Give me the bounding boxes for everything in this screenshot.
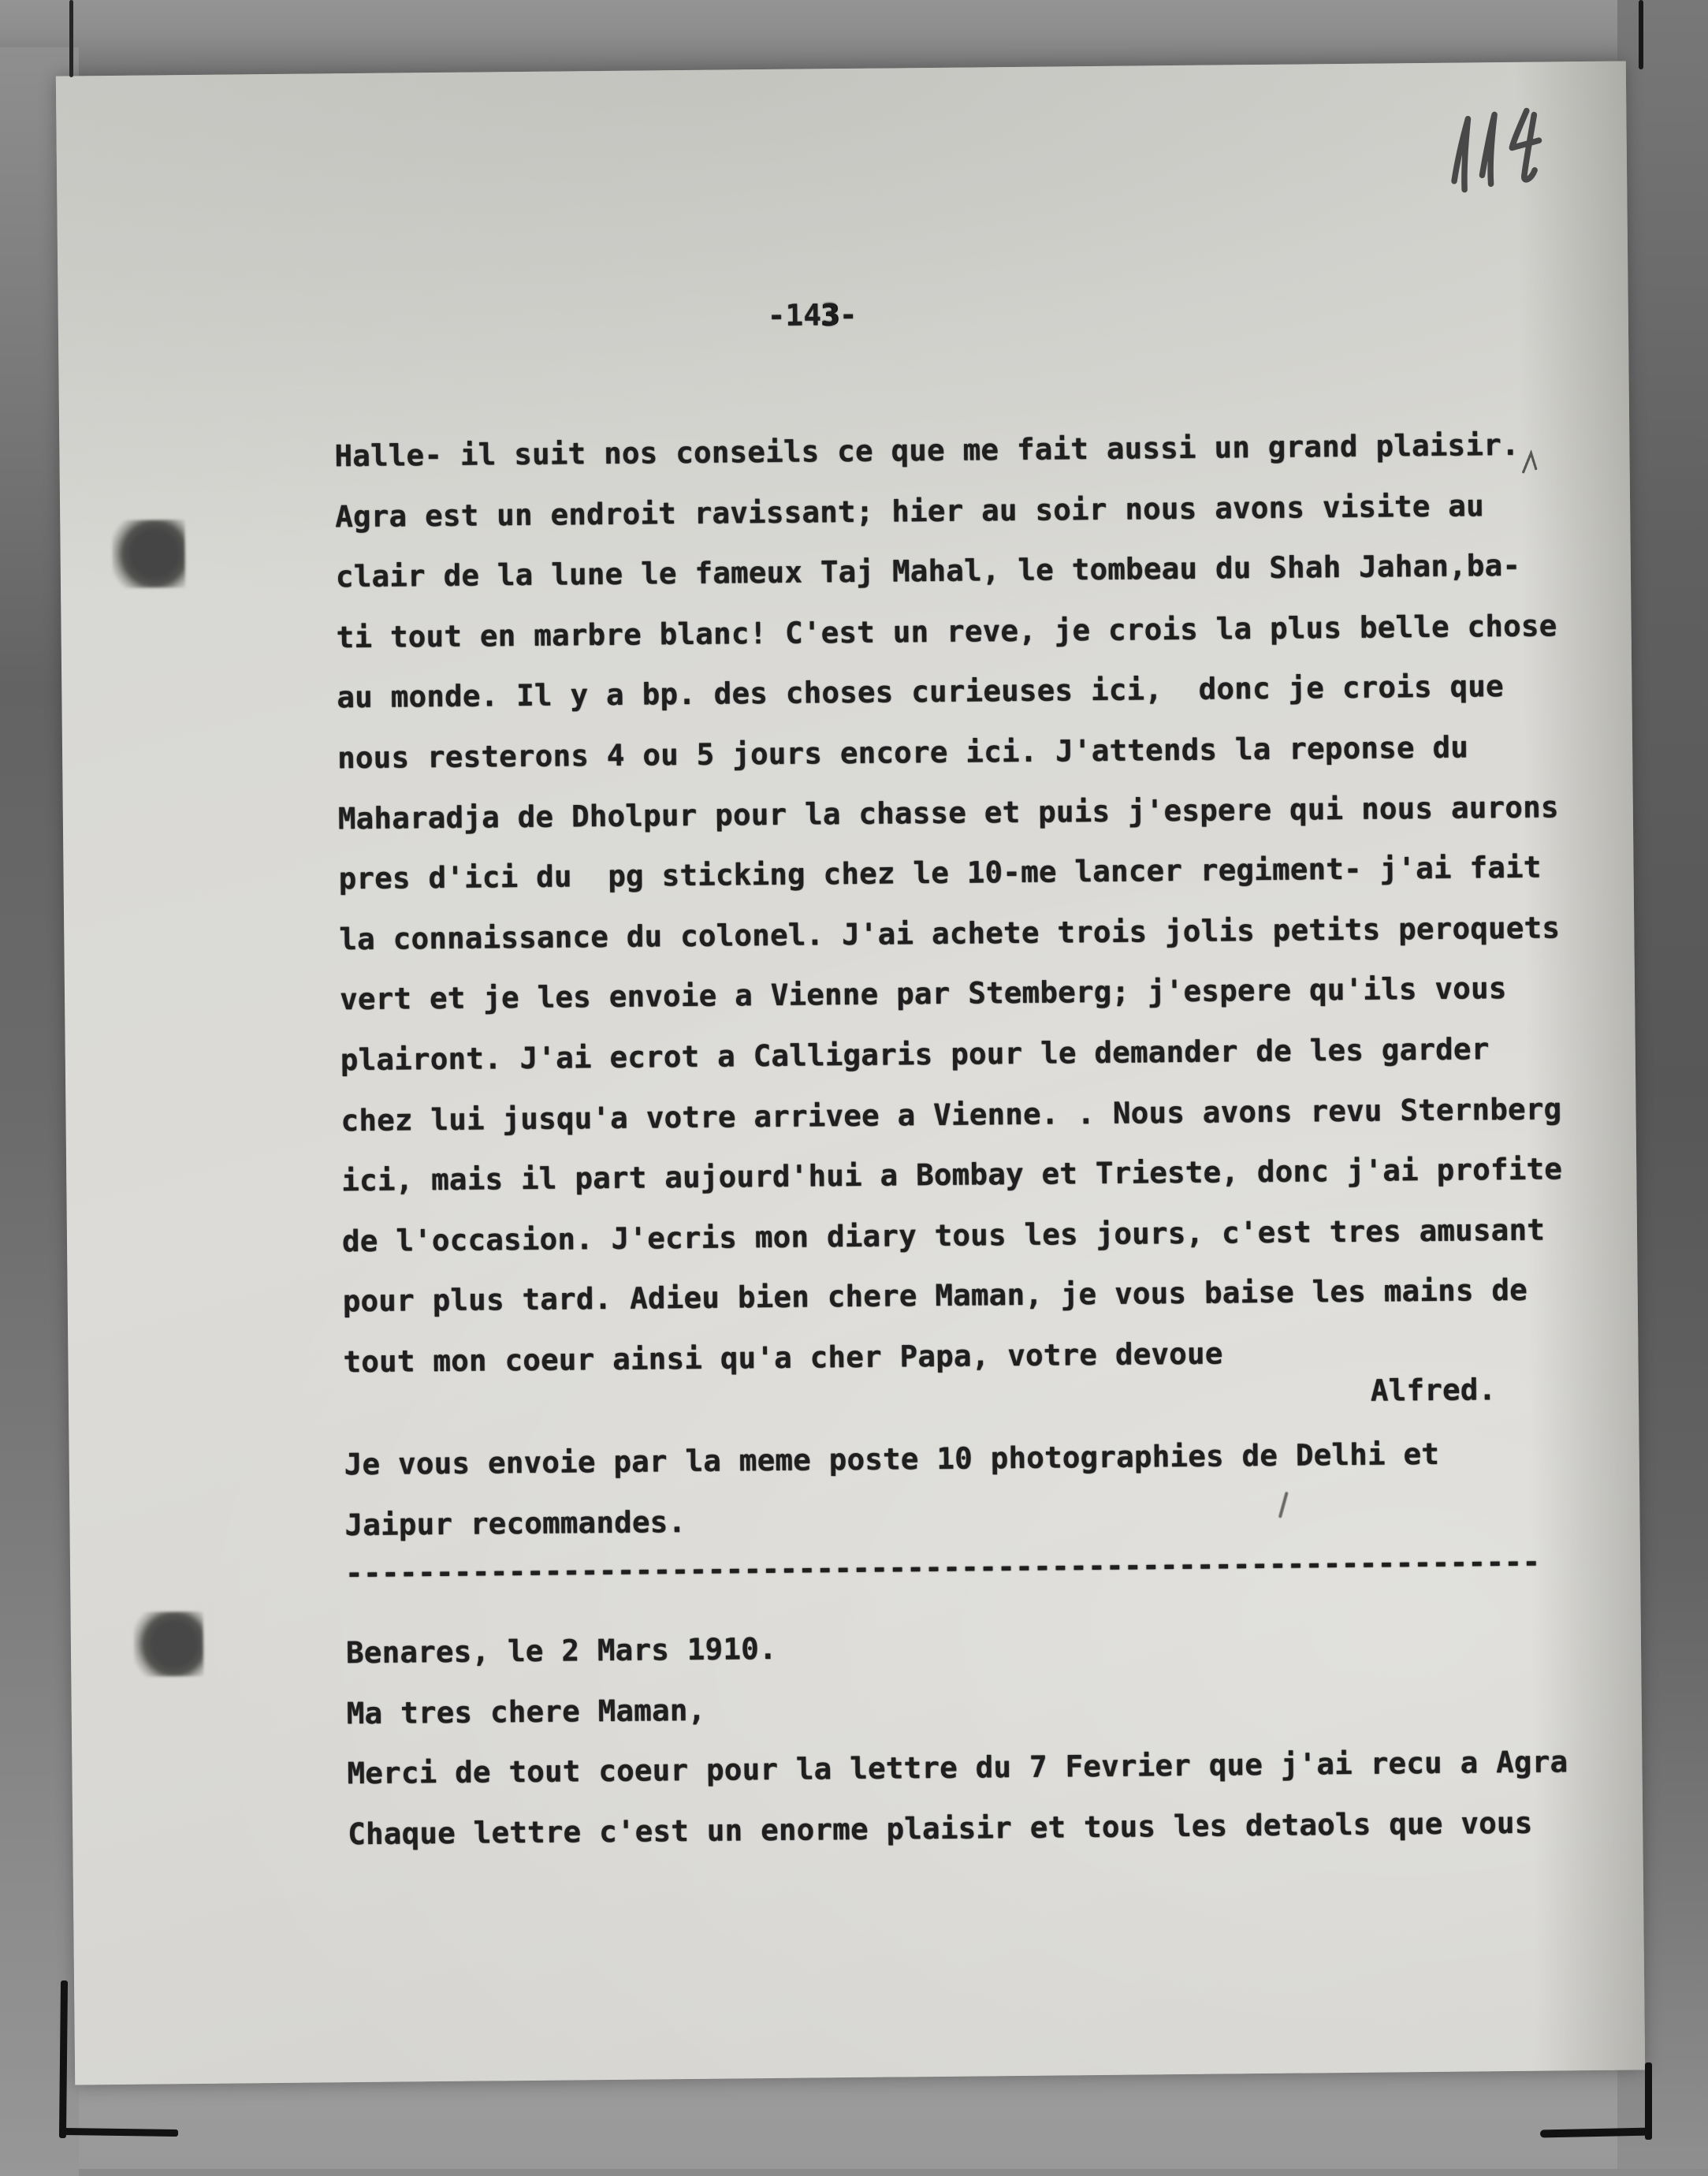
typed-line: Merci de tout coeur pour la lettre du 7 Fevrier que j'ai recu a Agra bbox=[347, 1744, 1568, 1791]
typed-line: Jaipur recommandes. bbox=[344, 1503, 687, 1542]
corner-mark-bottom-left-horizontal bbox=[61, 2128, 178, 2137]
punch-hole-top bbox=[112, 520, 185, 588]
corner-mark-bottom-right-horizontal bbox=[1540, 2128, 1652, 2138]
letter-two-opening bbox=[346, 1611, 1569, 1864]
typed-line: ti tout en marbre blanc! C'est un reve, je crois la plus belle chose bbox=[336, 608, 1557, 655]
signature: Alfred. bbox=[1370, 1372, 1497, 1408]
punch-hole-bottom bbox=[134, 1612, 204, 1677]
typed-line: de l'occasion. J'ecris mon diary tous les jours, c'est tres amusant bbox=[341, 1212, 1546, 1258]
typed-line: Chaque lettre c'est un enorme plaisir et tous les detaols que vous bbox=[348, 1805, 1533, 1851]
corner-mark-top-right bbox=[1639, 0, 1643, 69]
letter-one-body bbox=[334, 414, 1565, 1392]
typed-line-dateline: Benares, le 2 Mars 1910. bbox=[345, 1630, 777, 1671]
typed-line: Agra est un endroit ravissant; hier au soir nous avons visite au bbox=[334, 487, 1485, 534]
typed-line: ici, mais il part aujourd'hui a Bombay et Trieste, donc j'ai profite bbox=[341, 1151, 1563, 1198]
typed-page-number bbox=[767, 285, 858, 346]
typed-line: tout mon coeur ainsi qu'a cher Papa, votre devoue bbox=[343, 1336, 1223, 1380]
page-number-overstruck-digit: 3 bbox=[821, 297, 840, 333]
typed-line: Je vous envoie par la meme poste 10 photographies de Delhi et bbox=[344, 1436, 1440, 1482]
corner-mark-bottom-left-vertical bbox=[59, 1980, 68, 2138]
typed-line: pour plus tard. Adieu bien chere Maman, je vous baise les mains de bbox=[342, 1272, 1528, 1319]
typed-line: clair de la lune le fameux Taj Mahal, le tombeau du Shah Jahan,ba- bbox=[335, 547, 1521, 594]
typed-line: Maharadja de Dholpur pour la chasse et puis j'espere qui nous aurons bbox=[337, 788, 1559, 836]
handwritten-page-number bbox=[1425, 96, 1591, 210]
typed-line: plairont. J'ai ecrot a Calligaris pour le demander de les garder bbox=[340, 1031, 1490, 1078]
typed-line-salutation: Ma tres chere Maman, bbox=[346, 1692, 706, 1731]
corner-mark-top-left bbox=[69, 0, 73, 77]
letter-paper-sheet bbox=[56, 61, 1645, 2085]
typed-line: chez lui jusqu'a votre arrivee a Vienne. . Nous avons revu Sternberg bbox=[340, 1090, 1562, 1138]
typed-line: au monde. Il y a bp. des choses curieuses ici, donc je crois que bbox=[337, 669, 1505, 715]
typed-line: nous resterons 4 ou 5 jours encore ici. J'attends la reponse du bbox=[337, 729, 1469, 776]
page-number-suffix: - bbox=[839, 296, 858, 333]
typed-line: pres d'ici du pg sticking chez le 10-me lancer regiment- j'ai fait bbox=[338, 849, 1542, 896]
typed-line: Halle- il suit nos conseils ce que me fait aussi un grand plaisir. bbox=[334, 427, 1520, 474]
page-number-prefix: -14 bbox=[767, 297, 822, 333]
typed-line: la connaissance du colonel. J'ai achete trois jolis petits peroquets bbox=[339, 910, 1561, 956]
typed-line: vert et je les envoie a Vienne par Stemberg; j'espere qu'ils vous bbox=[339, 971, 1507, 1017]
dashed-separator: ------------------------------------------------------------------ bbox=[344, 1544, 1541, 1591]
